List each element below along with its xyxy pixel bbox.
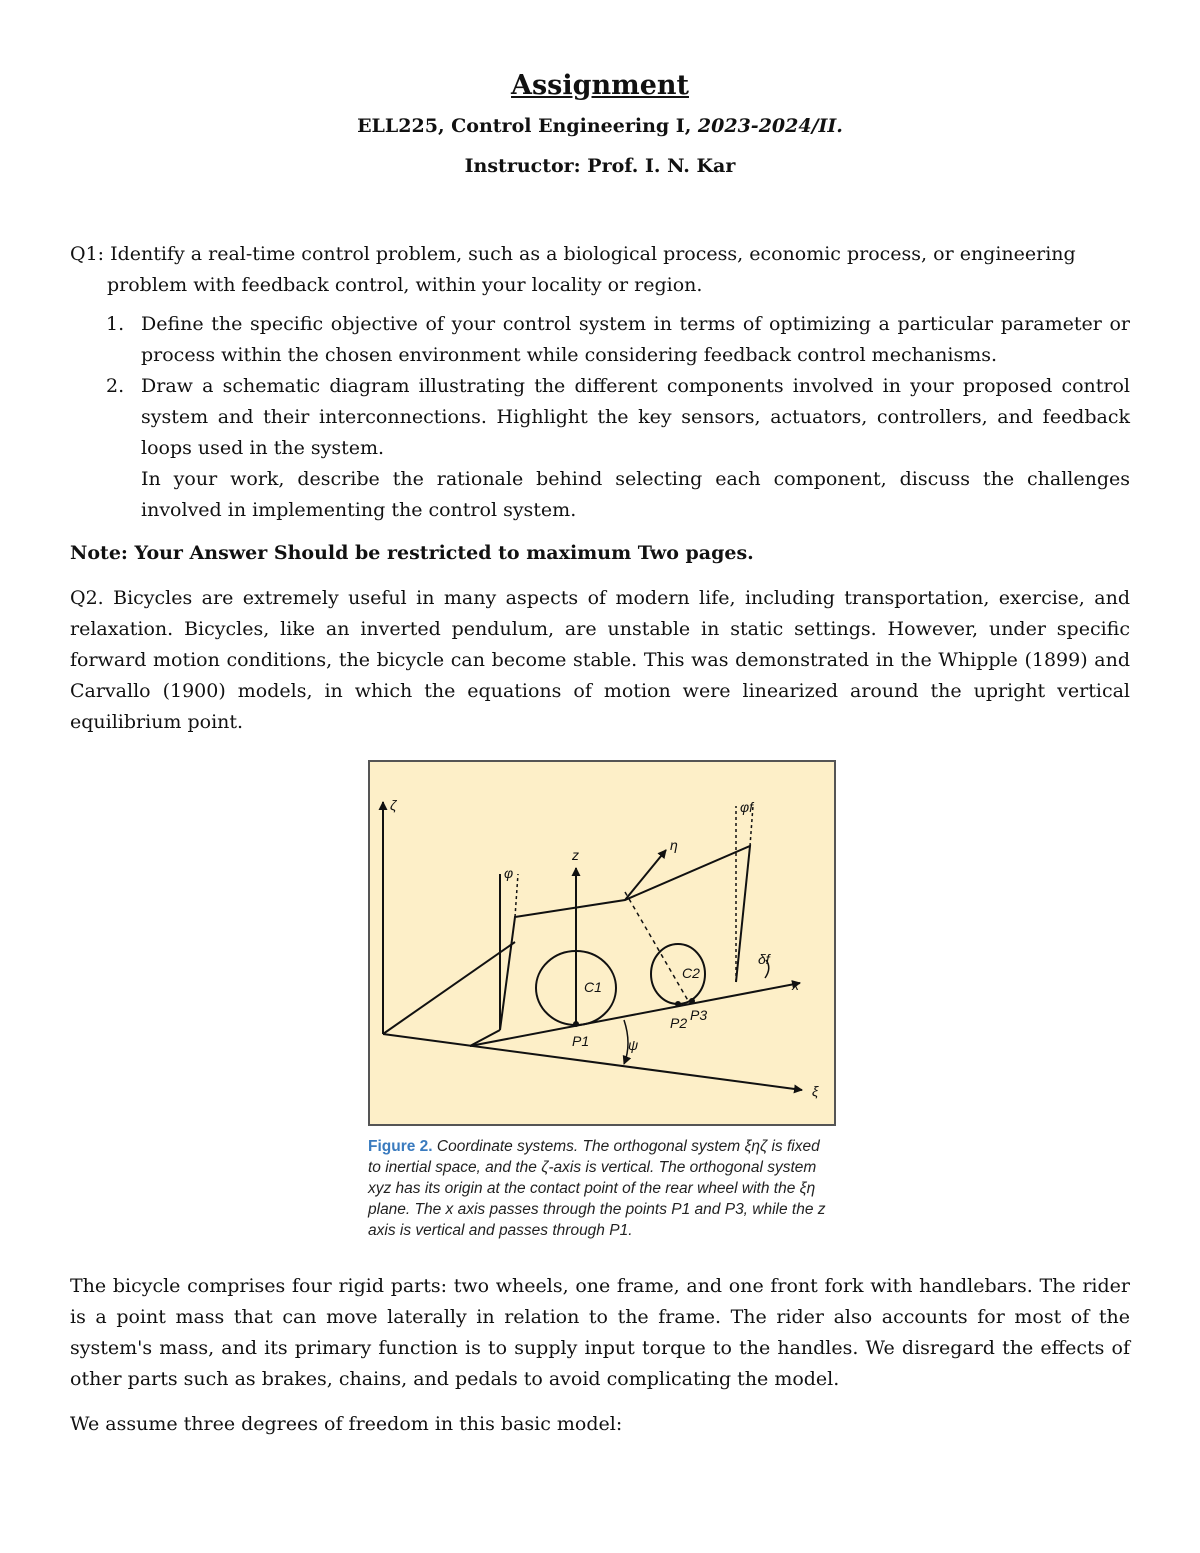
figure xyxy=(368,760,836,1241)
phi-tilt xyxy=(515,874,518,917)
delta-f-label: δf xyxy=(758,951,770,967)
question-2: Q2. Bicycles are extremely useful in many aspects of modern life, including transportation, exercise, and relaxation. Bicycles, like an inverted pendulum, are unstable in static settings. However, under specific forward motion conditions, the bicycle can become stable. This was demonstrated in the Whipple (1899) and Carvallo (1900) models, in which the equations of motion were linearized around the upright vertical equilibrium point. xyxy=(70,587,1130,733)
frame-plane xyxy=(500,846,750,1030)
question-1-list xyxy=(70,309,1130,526)
p3-label: P3 xyxy=(690,1007,708,1023)
list-item xyxy=(70,371,1130,526)
list-item-extra: In your work, describe the rationale behind selecting each component, discuss the challenges involved in implementing the control system. xyxy=(141,468,1130,521)
z-label: z xyxy=(572,847,579,863)
question-1: Q1: Identify a real-time control problem, such as a biological process, economic process, or engineering problem with feedback control, within your locality or region. xyxy=(70,243,1076,296)
p1-label: P1 xyxy=(572,1033,590,1049)
list-item-number: 1. xyxy=(106,313,125,335)
instructor-line: Instructor: Prof. I. N. Kar xyxy=(464,155,736,177)
phi-f-label: φf xyxy=(740,799,754,815)
steering-axis xyxy=(625,892,690,1004)
figure-caption-text: Coordinate systems. The orthogonal system ξηζ is fixed to inertial space, and the ζ-axis is vertical. The orthogonal system xyz has its origin at the contact point of the rear wheel with the ξη plane. The x axis passes through the points P1 and P3, while the z axis is vertical and passes through P1. xyxy=(368,1138,826,1239)
answer-note: Note: Your Answer Should be restricted to maximum Two pages. xyxy=(70,542,754,564)
xi-label: ξ xyxy=(812,1083,819,1099)
document-page xyxy=(70,60,1130,1440)
frame-left-edge xyxy=(383,942,515,1034)
x-label: x xyxy=(792,977,799,993)
list-item-text: Draw a schematic diagram illustrating the different components involved in your proposed control system and their interconnections. Highlight the key sensors, actuators, controllers, and feedback loops used in the system. xyxy=(141,375,1130,459)
phi-label: φ xyxy=(504,865,514,881)
p3-point xyxy=(689,998,695,1004)
bicycle-description: The bicycle comprises four rigid parts: two wheels, one frame, and one front fork with handlebars. The rider is a point mass that can move laterally in relation to the frame. The rider also accounts for most of the system's mass, and its primary function is to supply input torque to the handles. We disregard the effects of other parts such as brakes, chains, and pedals to avoid complicating the model. xyxy=(70,1275,1130,1390)
bicycle-coordinate-diagram xyxy=(368,760,836,1126)
p1-point xyxy=(573,1021,579,1027)
p2-point xyxy=(675,1001,681,1007)
course-line xyxy=(70,115,1130,137)
figure-caption xyxy=(368,1136,836,1241)
c1-label: C1 xyxy=(584,979,602,995)
figure-caption-label: Figure 2. xyxy=(368,1138,433,1155)
eta-axis xyxy=(625,850,666,900)
page-title: Assignment xyxy=(511,70,689,101)
psi-label: ψ xyxy=(628,1037,639,1053)
list-item-text: Define the specific objective of your control system in terms of optimizing a particular parameter or process within the chosen environment while considering feedback control mechanisms. xyxy=(141,313,1130,366)
list-item-number: 2. xyxy=(106,375,125,397)
degrees-of-freedom-intro: We assume three degrees of freedom in this basic model: xyxy=(70,1413,623,1435)
c2-label: C2 xyxy=(682,965,700,981)
list-item xyxy=(70,309,1130,371)
xi-axis xyxy=(383,1034,802,1090)
zeta-label: ζ xyxy=(390,797,397,813)
eta-label: η xyxy=(670,837,678,853)
p2-label: P2 xyxy=(670,1015,688,1031)
course-term: 2023-2024/II. xyxy=(697,115,843,137)
diagram-svg xyxy=(370,762,834,1124)
course-name: ELL225, Control Engineering I, xyxy=(357,115,698,137)
